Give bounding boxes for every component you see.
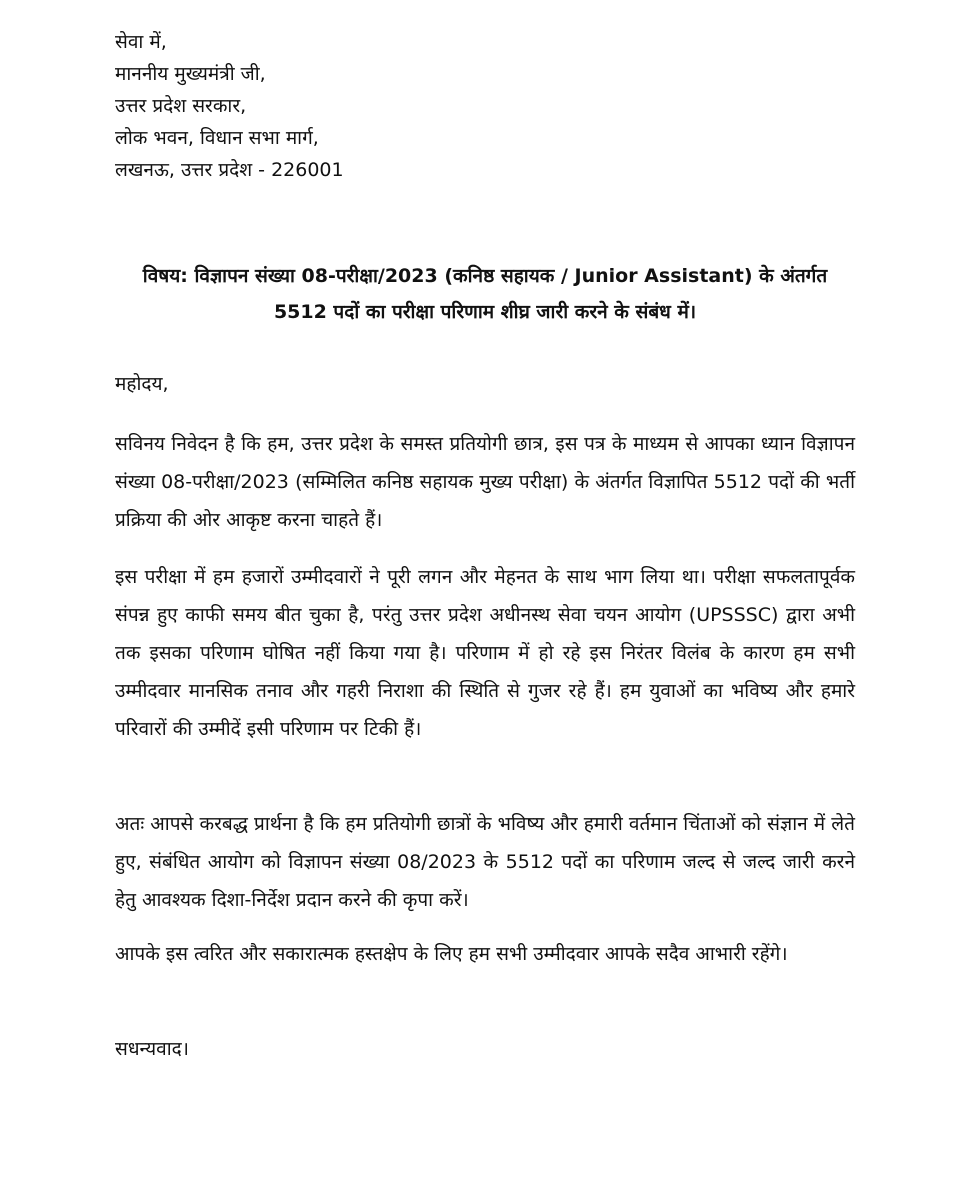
- body-paragraph-1: सविनय निवेदन है कि हम, उत्तर प्रदेश के समस्त प्रतियोगी छात्र, इस पत्र के माध्यम से आपका ध्यान विज्ञापन संख्या 08-परीक्षा/2023 (सम्मिलित कनिष्ठ सहायक मुख्य परीक्षा) के अंतर्गत विज्ञापित 5512 पदों की भर्ती प्रक्रिया की ओर आकृष्ट करना चाहते हैं।: [115, 433, 855, 531]
- address-line-building: लोक भवन, विधान सभा मार्ग,: [115, 127, 319, 149]
- address-line-salutation-to: सेवा में,: [115, 31, 167, 53]
- body-paragraph-4: आपके इस त्वरित और सकारात्मक हस्तक्षेप के लिए हम सभी उम्मीदवार आपके सदैव आभारी रहेंगे।: [115, 943, 788, 965]
- body-paragraph-2: इस परीक्षा में हम हजारों उम्मीदवारों ने पूरी लगन और मेहनत के साथ भाग लिया था। परीक्षा सफलतापूर्वक संपन्न हुए काफी समय बीत चुका है, परंतु उत्तर प्रदेश अधीनस्थ सेवा चयन आयोग (UPSSSC) द्वारा अभी तक इसका परिणाम घोषित नहीं किया गया है। परिणाम में हो रहे इस निरंतर विलंब के कारण हम सभी उम्मीदवार मानसिक तनाव और गहरी निराशा की स्थिति से गुजर रहे हैं। हम युवाओं का भविष्य और हमारे परिवारों की उम्मीदें इसी परिणाम पर टिकी हैं।: [115, 566, 855, 740]
- address-line-city: लखनऊ, उत्तर प्रदेश - 226001: [115, 159, 344, 181]
- letter-closing: सधन्यवाद।: [115, 1038, 189, 1060]
- letter-salutation: महोदय,: [115, 373, 169, 395]
- letter-subject: विषय: विज्ञापन संख्या 08-परीक्षा/2023 (कनिष्ठ सहायक / Junior Assistant) के अंतर्गत 5512 पदों का परीक्षा परिणाम शीघ्र जारी करने के संबंध में।: [142, 265, 828, 323]
- body-paragraph-3: अतः आपसे करबद्ध प्रार्थना है कि हम प्रतियोगी छात्रों के भविष्य और हमारी वर्तमान चिंताओं को संज्ञान में लेते हुए, संबंधित आयोग को विज्ञापन संख्या 08/2023 के 5512 पदों का परिणाम जल्द से जल्द जारी करने हेतु आवश्यक दिशा-निर्देश प्रदान करने की कृपा करें।: [115, 813, 855, 911]
- address-line-recipient: माननीय मुख्यमंत्री जी,: [115, 63, 266, 85]
- recipient-address: [115, 28, 615, 188]
- address-line-government: उत्तर प्रदेश सरकार,: [115, 95, 247, 117]
